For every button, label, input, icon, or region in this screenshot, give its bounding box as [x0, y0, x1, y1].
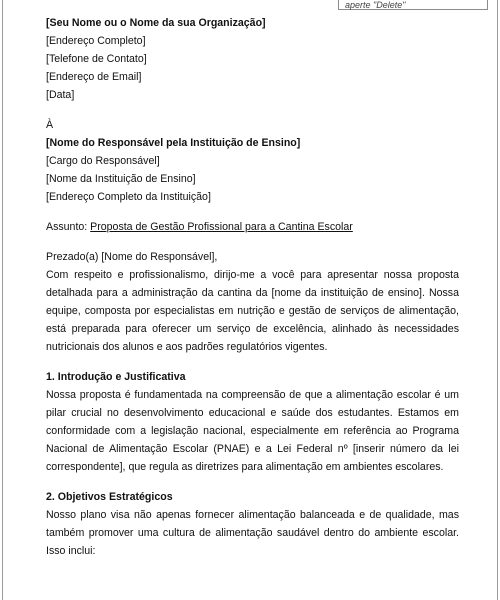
recipient-address: [Endereço Completo da Instituição] — [46, 191, 211, 203]
letter-document — [46, 14, 459, 560]
intro-paragraph: Com respeito e profissionalismo, dirijo-me a você para apresentar nossa proposta detalhada para a administração da cantina da [nome da instituição de ensino]. Nossa equipe, composta por especialistas em nutrição e gestão de serviços de alimentação, está preparada para oferecer um serviço de excelência, alinhado às necessidades nutricionais dos alunos e aos padrões regulatórios vigentes. — [46, 269, 459, 353]
section-body: Nossa proposta é fundamentada na compreensão de que a alimentação escolar é um pilar crucial no desenvolvimento educacional e saúde dos estudantes. Estamos em conformidade com a legislação nacional, especialmente em referência ao Programa Nacional de Alimentação Escolar (PNAE) e a Lei Federal nº [inserir número da lei correspondente], que regula as diretrizes para alimentação em ambientes escolares. — [46, 389, 459, 473]
sender-phone: [Telefone de Contato] — [46, 53, 147, 65]
recipient-to: À — [46, 119, 54, 131]
greeting: Prezado(a) [Nome do Responsável], — [46, 251, 218, 263]
sender-name: [Seu Nome ou o Nome da sua Organização] — [46, 17, 266, 29]
page-left-edge — [2, 0, 3, 600]
recipient-role: [Cargo do Responsável] — [46, 155, 160, 167]
recipient-name: [Nome do Responsável pela Instituição de Ensino] — [46, 137, 301, 149]
spacer — [46, 476, 459, 488]
instruction-note — [338, 0, 488, 10]
sender-email: [Endereço de Email] — [46, 71, 142, 83]
spacer — [46, 236, 459, 248]
sender-date: [Data] — [46, 89, 75, 101]
subject-label: Assunto: — [46, 221, 91, 233]
section-heading: 2. Objetivos Estratégicos — [46, 491, 173, 503]
spacer — [46, 206, 459, 218]
spacer — [46, 104, 459, 116]
subject-text: Proposta de Gestão Profissional para a Cantina Escolar — [90, 221, 353, 233]
section-heading: 1. Introdução e Justificativa — [46, 371, 186, 383]
spacer — [46, 356, 459, 368]
sender-address: [Endereço Completo] — [46, 35, 146, 47]
instruction-note-text: aperte "Delete" — [345, 0, 406, 10]
subject-line — [46, 218, 459, 236]
section-body: Nosso plano visa não apenas fornecer alimentação balanceada e de qualidade, mas também promover uma cultura de alimentação saudável dentro do ambiente escolar. Isso inclui: — [46, 509, 459, 557]
recipient-institution: [Nome da Instituição de Ensino] — [46, 173, 196, 185]
page-right-edge — [497, 0, 498, 600]
